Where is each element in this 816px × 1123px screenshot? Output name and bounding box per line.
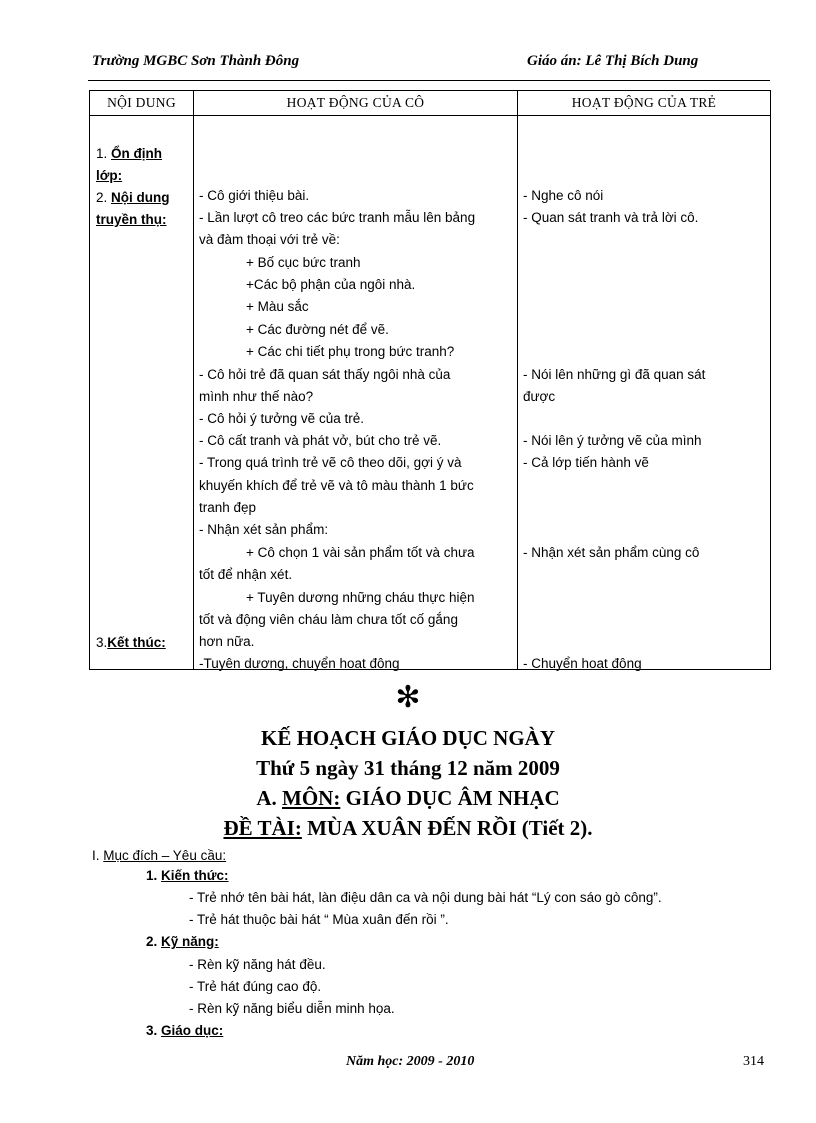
- children-line: - Cả lớp tiến hành vẽ: [523, 455, 649, 470]
- plan-title: KẾ HOẠCH GIÁO DỤC NGÀY: [260, 726, 555, 750]
- children-line: được: [523, 389, 556, 404]
- teacher-line: + Tuyên dương những cháu thực hiện: [246, 590, 475, 605]
- table-body-row: [90, 116, 771, 670]
- teacher-line: mình như thế nào?: [199, 389, 314, 404]
- teacher-line: -Tuyên dương, chuyển hoạt động: [199, 656, 400, 671]
- knowledge-item: - Trẻ hát thuộc bài hát “ Mùa xuân đến rồi ”.: [189, 912, 449, 927]
- teacher-line: - Trong quá trình trẻ vẽ cô theo dõi, gợi ý và: [199, 455, 462, 470]
- plan-topic: ĐỀ TÀI: MÙA XUÂN ĐẾN RỒI (Tiết 2).: [223, 816, 593, 840]
- teacher-line: + Cô chọn 1 vài sản phẩm tốt và chưa: [246, 545, 475, 560]
- teacher-line: khuyến khích để trẻ vẽ và tô màu thành 1 bức: [199, 478, 474, 493]
- plan-subject: A. MÔN: GIÁO DỤC ÂM NHẠC: [256, 786, 560, 810]
- children-line: - Nhận xét sản phẩm cùng cô: [523, 545, 700, 560]
- teacher-line: tốt và động viên cháu làm chưa tốt cố gắng: [199, 612, 458, 627]
- content-item-3: 3.Kết thúc:: [96, 635, 166, 650]
- page-number: 314: [743, 1054, 764, 1069]
- teacher-line: + Màu sắc: [246, 299, 309, 314]
- header-teacher-activity: HOẠT ĐỘNG CỦA CÔ: [194, 91, 518, 116]
- teacher-line: - Cô hỏi trẻ đã quan sát thấy ngôi nhà của: [199, 367, 451, 382]
- teacher-line: - Cô hỏi ý tưởng vẽ của trẻ.: [199, 411, 364, 426]
- teacher-line: hơn nữa.: [199, 634, 255, 649]
- teacher-line: +Các bộ phận của ngôi nhà.: [246, 277, 416, 292]
- teacher-line: tranh đẹp: [199, 500, 257, 515]
- teacher-line: + Các chi tiết phụ trong bức tranh?: [246, 344, 455, 359]
- children-column: [518, 116, 771, 670]
- school-year-footer: Năm học: 2009 - 2010: [346, 1054, 475, 1069]
- skills-heading: 2. Kỹ năng:: [146, 934, 219, 949]
- skills-item: - Rèn kỹ năng hát đều.: [189, 957, 326, 972]
- knowledge-heading: 1. Kiến thức:: [146, 868, 229, 883]
- teacher-line: tốt để nhận xét.: [199, 567, 293, 582]
- teacher-line: - Lần lượt cô treo các bức tranh mẫu lên bảng: [199, 210, 476, 225]
- content-column: [90, 116, 194, 670]
- content-item-2: 2. Nội dung: [96, 190, 170, 205]
- content-item-2-cont: truyền thụ:: [96, 212, 167, 227]
- section-heading: I. Mục đích – Yêu cầu:: [92, 848, 227, 863]
- plan-date: Thứ 5 ngày 31 tháng 12 năm 2009: [256, 756, 560, 780]
- children-line: - Nói lên ý tưởng vẽ của mình: [523, 433, 702, 448]
- teacher-line: và đàm thoại với trẻ về:: [199, 232, 340, 247]
- header-children-activity: HOẠT ĐỘNG CỦA TRẺ: [518, 91, 771, 116]
- teacher-line: - Nhận xét sản phẩm:: [199, 522, 329, 537]
- teacher-line: + Bố cục bức tranh: [246, 255, 361, 270]
- content-item-1: 1. Ổn định: [96, 146, 163, 161]
- teacher-line: - Cô giới thiệu bài.: [199, 188, 310, 203]
- children-line: - Chuyển hoạt động: [523, 656, 642, 671]
- education-heading: 3. Giáo dục:: [146, 1023, 224, 1038]
- teacher-column: [194, 116, 518, 670]
- teacher-name: Giáo án: Lê Thị Bích Dung: [527, 53, 699, 69]
- skills-item: - Trẻ hát đúng cao độ.: [189, 979, 322, 994]
- skills-item: - Rèn kỹ năng biểu diễn minh họa.: [189, 1001, 395, 1016]
- children-line: - Quan sát tranh và trả lời cô.: [523, 210, 699, 225]
- separator-asterisk-icon: ✻: [395, 681, 421, 714]
- header-divider: [88, 80, 770, 81]
- children-line: - Nói lên những gì đã quan sát: [523, 367, 706, 382]
- teacher-line: - Cô cất tranh và phát vở, bút cho trẻ vẽ.: [199, 433, 442, 448]
- header-content: NỘI DUNG: [90, 91, 194, 116]
- school-name: Trường MGBC Sơn Thành Đông: [92, 53, 300, 69]
- children-line: - Nghe cô nói: [523, 188, 604, 203]
- content-item-1-cont: lớp:: [96, 168, 123, 183]
- table-header-row: [90, 91, 771, 116]
- knowledge-item: - Trẻ nhớ tên bài hát, làn điệu dân ca và nội dung bài hát “Lý con sáo gò công”.: [189, 890, 662, 905]
- lesson-activity-table: [89, 90, 771, 670]
- teacher-line: + Các đường nét để vẽ.: [246, 322, 389, 337]
